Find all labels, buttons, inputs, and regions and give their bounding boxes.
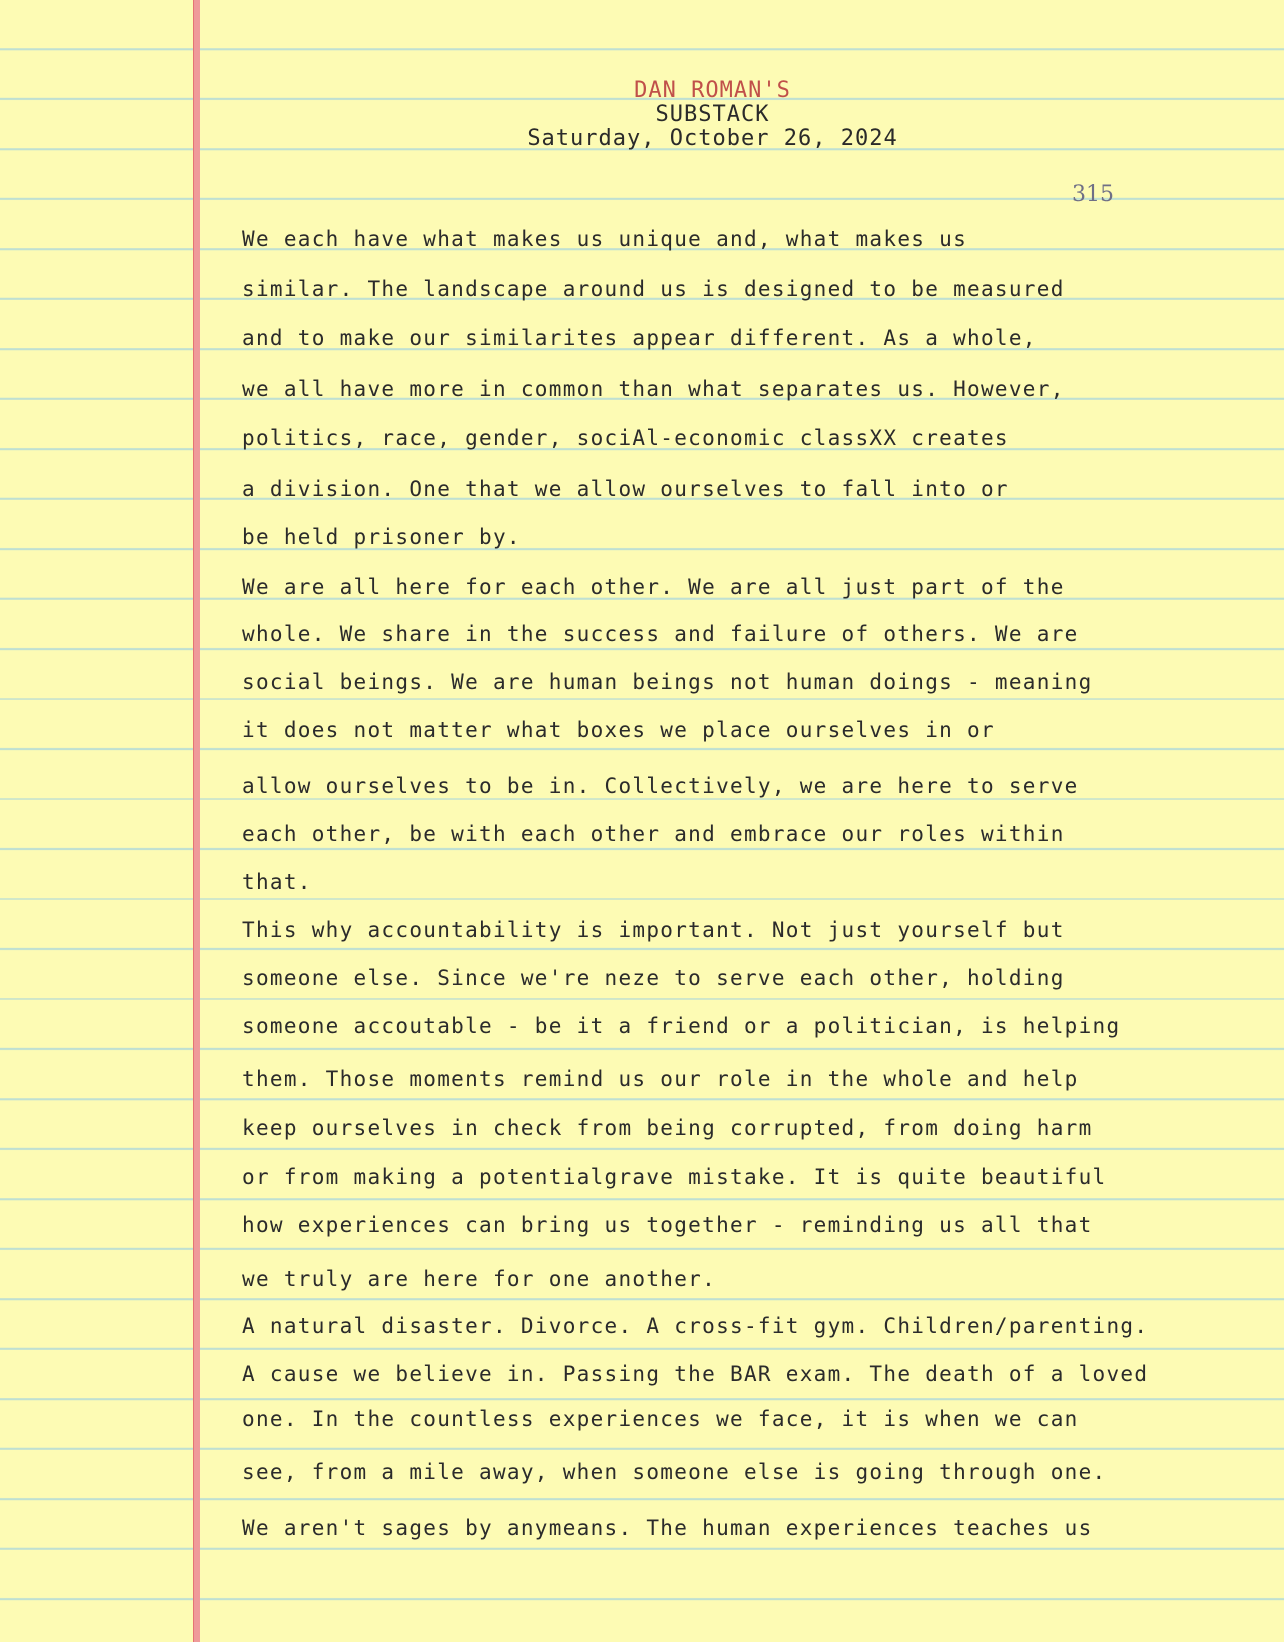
header-publication: SUBSTACK — [655, 102, 770, 127]
text-line: social beings. We are human beings not human doings - meaning — [242, 670, 1093, 694]
text-line: We aren't sages by anymeans. The human experiences teaches us — [242, 1516, 1093, 1540]
text-line: allow ourselves to be in. Collectively, we are here to serve — [242, 774, 1079, 798]
text-line: similar. The landscape around us is designed to be measured — [242, 277, 1065, 301]
text-line: We are all here for each other. We are all just part of the — [242, 575, 1065, 599]
text-line: each other, be with each other and embrace our roles within — [242, 822, 1065, 846]
text-line: someone else. Since we're neze to serve each other, holding — [242, 966, 1065, 990]
text-line: that. — [242, 870, 312, 894]
page-number: 315 — [1072, 182, 1114, 207]
header-author: DAN ROMAN'S — [634, 78, 791, 103]
text-line: we all have more in common than what separates us. However, — [242, 377, 1065, 401]
text-line: them. Those moments remind us our role in the whole and help — [242, 1067, 1079, 1091]
text-line: be held prisoner by. — [242, 525, 521, 549]
text-line: keep ourselves in check from being corrupted, from doing harm — [242, 1116, 1093, 1140]
text-line: politics, race, gender, sociAl-economic classXX creates — [242, 426, 1009, 450]
text-line: someone accoutable - be it a friend or a politician, is helping — [242, 1014, 1121, 1038]
text-line: it does not matter what boxes we place ourselves in or — [242, 718, 995, 742]
text-line: whole. We share in the success and failure of others. We are — [242, 622, 1079, 646]
text-line: see, from a mile away, when someone else is going through one. — [242, 1460, 1107, 1484]
text-line: A natural disaster. Divorce. A cross-fit gym. Children/parenting. — [242, 1314, 1149, 1338]
text-line: how experiences can bring us together - reminding us all that — [242, 1213, 1093, 1237]
text-line: we truly are here for one another. — [242, 1267, 717, 1291]
text-line: a division. One that we allow ourselves to fall into or — [242, 477, 1009, 501]
text-line: A cause we believe in. Passing the BAR exam. The death of a loved — [242, 1362, 1149, 1386]
text-line: one. In the countless experiences we face, it is when we can — [242, 1407, 1079, 1431]
text-line: We each have what makes us unique and, what makes us — [242, 227, 968, 251]
text-line: and to make our similarites appear different. As a whole, — [242, 326, 1037, 350]
text-line: This why accountability is important. Not just yourself but — [242, 918, 1065, 942]
header-date: Saturday, October 26, 2024 — [527, 126, 898, 151]
text-line: or from making a potentialgrave mistake. It is quite beautiful — [242, 1165, 1107, 1189]
